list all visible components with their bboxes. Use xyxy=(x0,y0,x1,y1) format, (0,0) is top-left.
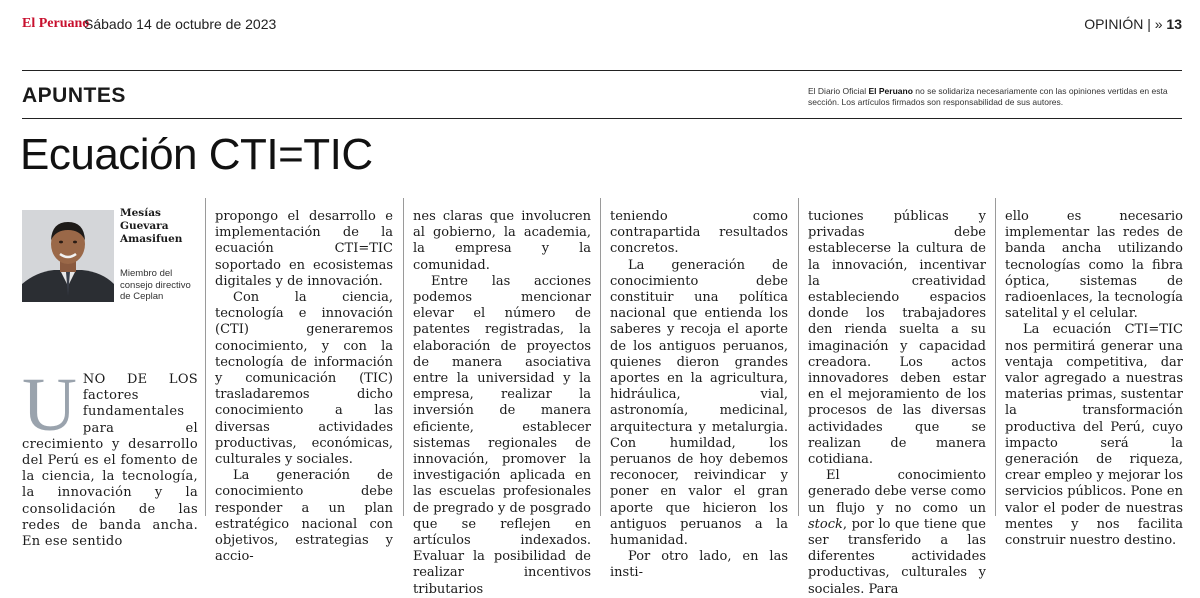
article-column-3 xyxy=(413,209,591,598)
article-paragraph xyxy=(808,468,986,598)
paragraph-text: , por lo que tiene que ser transferido a las diferentes actividades productivas, culturales y sociales. Para xyxy=(808,516,986,597)
section-rule xyxy=(22,118,1182,119)
author-name xyxy=(120,207,200,246)
article-paragraph: Con la ciencia, tecnología e innovación (CTI) generaremos conocimiento, y con la tecnología de información y comunicación (TIC) trasladaremos dicho conocimiento a las diversas actividades productivas, económicas, culturales y sociales. xyxy=(215,290,393,468)
author-photo xyxy=(22,210,114,302)
article-paragraph: tuciones públicas y privadas debe establecerse la cultura de la innovación, incentivar la creatividad estableciendo espacios donde los trabajadores den rienda suelta a su imaginación y capacidad creadora. Los actos innovadores deben estar en el mejoramiento de los procesos de las diversas actividades que se realizan de manera cotidiana. xyxy=(808,209,986,468)
section-separator: | » xyxy=(1147,16,1163,32)
article-column-2 xyxy=(215,209,393,565)
column-divider xyxy=(403,198,404,516)
issue-date: Sábado 14 de octubre de 2023 xyxy=(84,16,277,32)
article-paragraph: La generación de conocimiento debe constituir una política nacional que entienda los saberes y recoja el aporte de los antiguos peruanos, quienes dieron grandes aportes en la agricultura, hidráulica, vial, astronomía, medicinal, arquitectura y metalurgia. Con humildad, los peruanos de hoy debemos reconocer, reivindicar y poner en valor el gran aporte que hicieron los antiguos peruanos a la humanidad. xyxy=(610,257,788,549)
article-paragraph: propongo el desarrollo e implementación de la ecuación CTI=TIC soportado en ecosistemas digitales y de innovación. xyxy=(215,209,393,289)
section-name: OPINIÓN xyxy=(1084,16,1144,32)
paragraph-text: El conocimiento generado debe verse como un flujo y no como un xyxy=(808,468,986,516)
disclaimer-text: no se solidariza necesariamente con las opiniones vertidas en esta sección. Los artículos firmados son responsabilidad de sus autores. xyxy=(808,86,1168,107)
author-name-line: Guevara xyxy=(120,220,169,232)
article-paragraph: La generación de conocimiento debe responder a un plan estratégico nacional con objetivos, estrategias y accio- xyxy=(215,468,393,565)
author-portrait-image xyxy=(22,210,114,302)
author-name-line: Amasifuen xyxy=(120,233,183,245)
page-header xyxy=(22,16,1182,36)
author-name-line: Mesías xyxy=(120,207,161,219)
column-section-label: APUNTES xyxy=(22,84,126,107)
italic-term: stock xyxy=(808,516,843,532)
page-number: 13 xyxy=(1166,16,1182,32)
section-indicator xyxy=(1084,16,1182,32)
article-column-4 xyxy=(610,209,788,582)
article-paragraph: La ecuación CTI=TIC nos permitirá generar una ventaja competitiva, dar valor agregado a nuestras materias primas, sustentar la transformación productiva del Perú, cuyo impacto será la generación de riqueza, crear empleo y mejorar los servicios públicos. Pone en valor el poder de nuestras mentes y nos facilita construir nuestro destino. xyxy=(1005,322,1183,549)
article-column-5 xyxy=(808,209,986,598)
disclaimer-brand: El Peruano xyxy=(868,86,913,96)
column-divider xyxy=(205,198,206,516)
column-divider xyxy=(798,198,799,516)
article-paragraph: ello es necesario implementar las redes de banda ancha utilizando tecnologías como la fibra óptica, sistemas de radioenlaces, la tecnología satelital y el celular. xyxy=(1005,209,1183,322)
article-paragraph: NO DE LOS factores fundamentales para el crecimiento y desarrollo del Perú es el fomento de la ciencia, la tecnología, la innovación y la consolidación de las redes de banda ancha. En ese sentido xyxy=(22,372,198,550)
article-headline: Ecuación CTI=TIC xyxy=(20,130,373,179)
editorial-disclaimer xyxy=(808,86,1182,108)
article-column-6 xyxy=(1005,209,1183,549)
article-column-1 xyxy=(22,363,198,550)
newspaper-logo: El Peruano xyxy=(22,16,90,31)
drop-cap: U xyxy=(22,363,77,447)
column-divider xyxy=(995,198,996,516)
header-rule xyxy=(22,70,1182,71)
disclaimer-prefix: El Diario Oficial xyxy=(808,86,867,96)
article-paragraph: Por otro lado, en las insti- xyxy=(610,549,788,581)
column-divider xyxy=(600,198,601,516)
article-paragraph: teniendo como contrapartida resultados concretos. xyxy=(610,209,788,257)
author-role: Miembro del consejo directivo de Ceplan xyxy=(120,268,191,302)
article-paragraph: nes claras que involucren al gobierno, la academia, la empresa y la comunidad. xyxy=(413,209,591,273)
article-paragraph: Entre las acciones podemos mencionar elevar el número de patentes registradas, la elaboración de proyectos de manera asociativa entre la universidad y la empresa, realizar la inversión de manera eficiente, establecer sistemas regionales de innovación, promover la investigación aplicada en las escuelas profesionales de pregrado y de posgrado que se reflejen en artículos indexados. Evaluar la posibilidad de realizar incentivos tributarios xyxy=(413,273,591,597)
